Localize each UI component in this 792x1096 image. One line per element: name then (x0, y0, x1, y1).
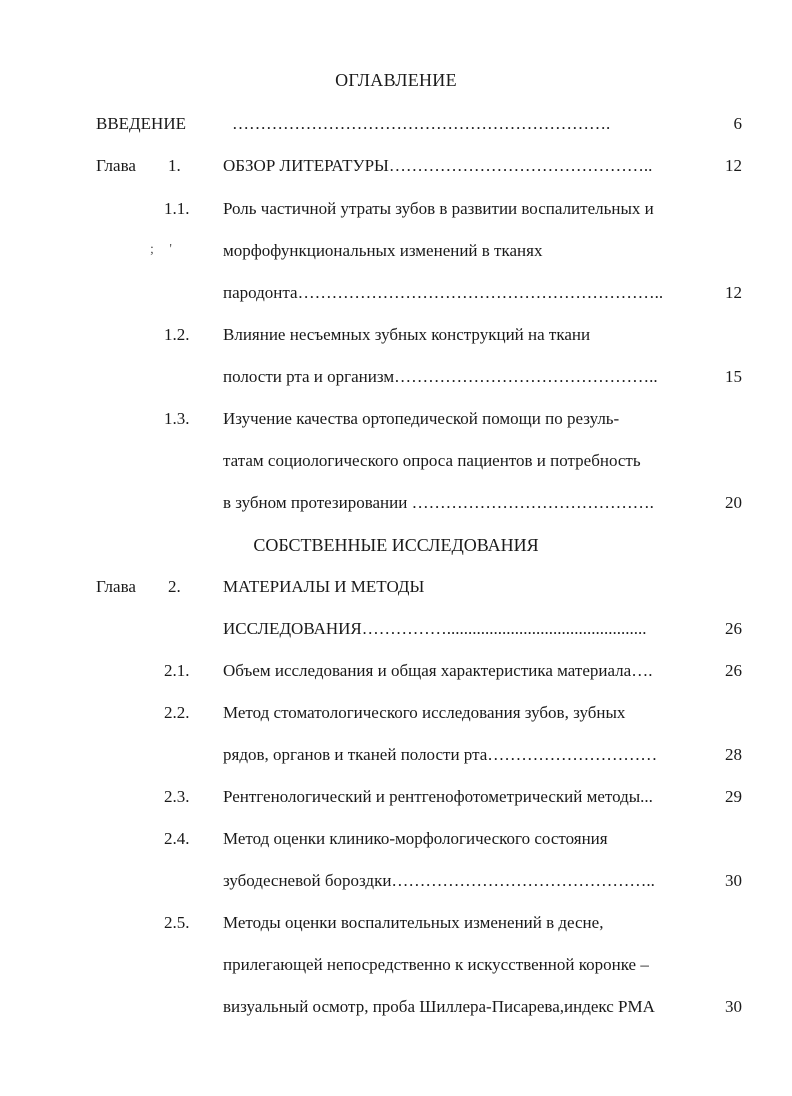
section-1-1-page: 12 (725, 283, 742, 302)
section-2-4-line-1: Метод оценки клинико-морфологического состояния (223, 829, 608, 848)
section-1-1-line-3: пародонта……………………………………………………….. (223, 283, 664, 302)
intro-page: 6 (733, 114, 742, 133)
section-2-2-line-1: Метод стоматологического исследования зубов, зубных (223, 703, 626, 722)
chapter2-number: 2. (168, 577, 181, 596)
section-2-4-page: 30 (725, 871, 742, 890)
intro-dots: …………………………………………………………. (232, 114, 611, 133)
section-2-5-number: 2.5. (164, 913, 190, 932)
section-1-3-line-1: Изучение качества ортопедической помощи по резуль- (223, 409, 620, 428)
chapter1-page: 12 (725, 156, 742, 175)
section-1-1-number: 1.1. (164, 199, 190, 218)
section-1-3-line-2: татам социологического опроса пациентов и потребность (223, 451, 641, 470)
section-2-5-page: 30 (725, 997, 742, 1016)
section-2-1-line-1: Объем исследования и общая характеристика материала…. (223, 661, 653, 680)
section-2-2-number: 2.2. (164, 703, 190, 722)
section-1-3-page: 20 (725, 493, 742, 512)
section-2-4-number: 2.4. (164, 829, 190, 848)
section-2-3-number: 2.3. (164, 787, 190, 806)
section-2-2-line-2: рядов, органов и тканей полости рта………………………… (223, 745, 658, 764)
section-1-1-line-2: морфофункциональных изменений в тканях (223, 241, 543, 260)
intro-label: ВВЕДЕНИЕ (96, 114, 186, 133)
margin-mark: ; ' (150, 242, 178, 257)
section-2-5-line-3: визуальный осмотр, проба Шиллера-Писарева,индекс РМА (223, 997, 655, 1016)
section-2-1-number: 2.1. (164, 661, 190, 680)
section-1-3-line-3: в зубном протезировании ……………………………………. (223, 493, 654, 512)
chapter2-word: Глава (96, 577, 136, 596)
chapter2-title-line-2: ИССЛЕДОВАНИЯ……………............................................... (223, 619, 647, 638)
section-1-2-page: 15 (725, 367, 742, 386)
chapter2-title-line-1: МАТЕРИАЛЫ И МЕТОДЫ (223, 577, 425, 596)
section-2-2-page: 28 (725, 745, 742, 764)
section-1-1-line-1: Роль частичной утраты зубов в развитии воспалительных и (223, 199, 654, 218)
section-1-2-number: 1.2. (164, 325, 190, 344)
section-1-2-line-2: полости рта и организм……………………………………….. (223, 367, 658, 386)
chapter1-word: Глава (96, 156, 136, 175)
own-research-heading: СОБСТВЕННЫЕ ИССЛЕДОВАНИЯ (253, 535, 539, 555)
section-1-3-number: 1.3. (164, 409, 190, 428)
section-1-2-line-1: Влияние несъемных зубных конструкций на ткани (223, 325, 591, 344)
chapter2-page: 26 (725, 619, 742, 638)
section-2-1-page: 26 (725, 661, 742, 680)
section-2-3-line-1: Рентгенологический и рентгенофотометрический методы... (223, 787, 653, 806)
page-title: ОГЛАВЛЕНИЕ (335, 70, 457, 90)
section-2-4-line-2: зубодесневой бороздки……………………………………….. (223, 871, 655, 890)
section-2-5-line-2: прилегающей непосредственно к искусственной коронке – (223, 955, 649, 974)
chapter1-number: 1. (168, 156, 181, 175)
section-2-3-page: 29 (725, 787, 742, 806)
chapter1-title: ОБЗОР ЛИТЕРАТУРЫ……………………………………….. (223, 156, 653, 175)
section-2-5-line-1: Методы оценки воспалительных изменений в десне, (223, 913, 604, 932)
